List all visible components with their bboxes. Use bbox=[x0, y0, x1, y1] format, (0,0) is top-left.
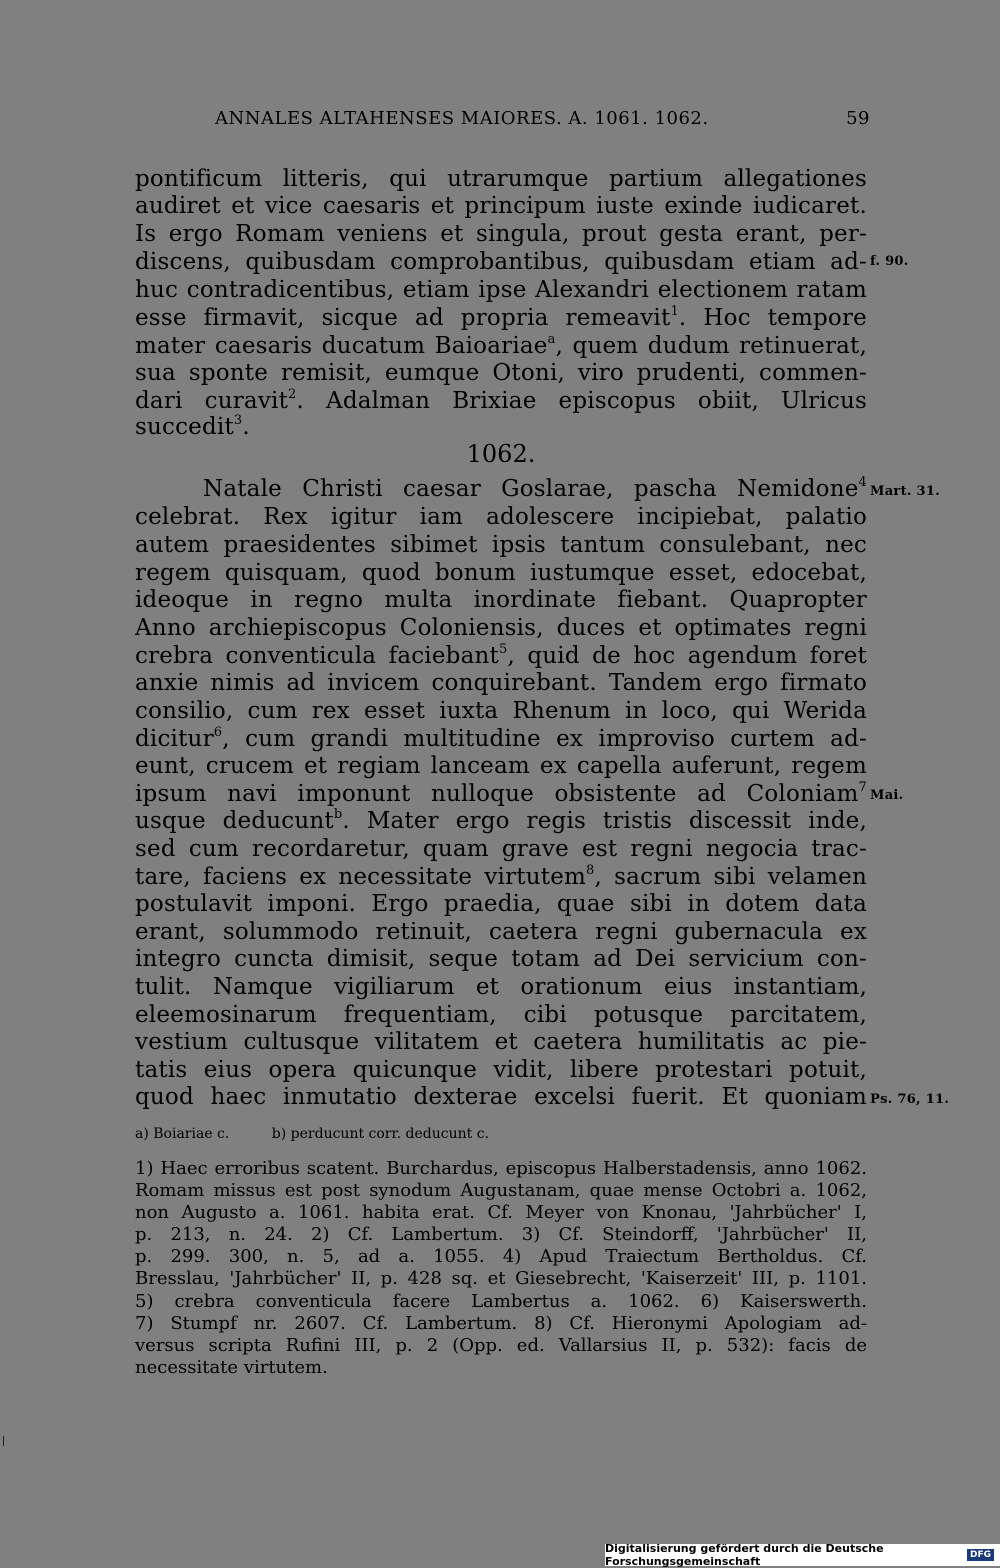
text-span: tare, faciens ex necessitate virtutem bbox=[135, 864, 587, 890]
footnote-ref: 2 bbox=[288, 387, 297, 402]
apparatus-note-b: b) perducunt corr. deducunt c. bbox=[271, 1126, 490, 1142]
margin-note: Mart. 31. bbox=[870, 484, 941, 499]
text-line bbox=[135, 643, 867, 670]
footnote-line: versus scripta Rufini III, p. 2 (Opp. ed. Vallarsius II, p. 532): facis de bbox=[135, 1335, 867, 1356]
text-line: autem praesidentes sibimet ipsis tantum consulebant, nec bbox=[135, 532, 867, 558]
text-span: , sacrum sibi velamen bbox=[594, 864, 868, 890]
text-line: sua sponte remisit, eumque Otoni, viro prudenti, commen- bbox=[135, 360, 867, 386]
text-line: vestium cultusque vilitatem et caetera humilitatis ac pie- bbox=[135, 1029, 867, 1055]
text-span: , quid de hoc agendum foret bbox=[507, 643, 868, 669]
margin-note: Mai. bbox=[870, 788, 904, 803]
footnote-ref: 8 bbox=[586, 863, 595, 878]
text-span: succedit bbox=[135, 414, 234, 440]
apparatus-ref: b bbox=[333, 807, 343, 822]
text-line: huc contradicentibus, etiam ipse Alexandri electionem ratam bbox=[135, 277, 867, 303]
text-span: . Hoc tempore bbox=[678, 305, 867, 331]
text-line bbox=[135, 808, 867, 835]
text-line: anxie nimis ad invicem conquirebant. Tandem ergo firmato bbox=[135, 670, 867, 696]
text-line bbox=[135, 781, 867, 808]
text-line bbox=[135, 388, 867, 415]
text-line bbox=[135, 864, 867, 891]
text-line: celebrat. Rex igitur iam adolescere incipiebat, palatio bbox=[135, 504, 867, 530]
margin-note: Ps. 76, 11. bbox=[870, 1092, 950, 1107]
funding-credit-text: Digitalisierung gefördert durch die Deutsche Forschungsgemeinschaft bbox=[605, 1542, 884, 1568]
text-line: erant, solummodo retinuit, caetera regni gubernacula ex bbox=[135, 919, 867, 945]
footnote-line: 7) Stumpf nr. 2607. Cf. Lambertum. 8) Cf. Hieronymi Apologiam ad- bbox=[135, 1313, 867, 1334]
text-span: , cum grandi multitudine ex improviso curtem ad- bbox=[222, 726, 867, 752]
text-span: ipsum navi imponunt nulloque obsistente ad Coloniam bbox=[135, 781, 859, 807]
apparatus-note-a: a) Boiariae c. bbox=[135, 1126, 230, 1142]
text-line: tulit. Namque vigiliarum et orationum eius instantiam, bbox=[135, 974, 867, 1000]
text-line bbox=[135, 333, 867, 360]
apparatus-ref: a bbox=[547, 332, 556, 347]
year-heading: 1062. bbox=[466, 440, 536, 468]
footnote-ref: 5 bbox=[498, 642, 508, 657]
text-line: regem quisquam, quod bonum iustumque esset, edocebat, bbox=[135, 560, 867, 586]
text-span: . Mater ergo regis tristis discessit inde, bbox=[342, 808, 867, 834]
text-line: Anno archiepiscopus Coloniensis, duces et optimates regni bbox=[135, 615, 867, 641]
text-line: eunt, crucem et regiam lanceam ex capella auferunt, regem bbox=[135, 753, 867, 779]
text-line bbox=[135, 414, 867, 441]
critical-apparatus bbox=[135, 1126, 867, 1142]
scan-artifact bbox=[3, 1436, 4, 1446]
footnote-ref: 4 bbox=[858, 475, 867, 490]
footnote-ref: 1 bbox=[670, 304, 679, 319]
footnote-line: 5) crebra conventicula facere Lambertus a. 1062. 6) Kaiserswerth. bbox=[135, 1291, 867, 1312]
text-span: . bbox=[242, 414, 250, 440]
text-line: pontificum litteris, qui utrarumque partium allegationes bbox=[135, 166, 867, 192]
text-line: audiret et vice caesaris et principum iuste exinde iudicaret. bbox=[135, 193, 867, 219]
text-line bbox=[135, 726, 867, 753]
footnote-line: non Augusto a. 1061. habita erat. Cf. Meyer von Knonau, 'Jahrbücher' I, bbox=[135, 1202, 867, 1223]
text-line: ideoque in regno multa inordinate fiebant. Quapropter bbox=[135, 587, 867, 613]
footnote-line: Bresslau, 'Jahrbücher' II, p. 428 sq. et Giesebrecht, 'Kaiserzeit' III, p. 1101. bbox=[135, 1268, 867, 1289]
text-line bbox=[135, 476, 867, 503]
footnote-line: p. 213, n. 24. 2) Cf. Lambertum. 3) Cf. Steindorff, 'Jahrbücher' II, bbox=[135, 1224, 867, 1245]
text-line: postulavit imponi. Ergo praedia, quae sibi in dotem data bbox=[135, 891, 867, 917]
text-line: consilio, cum rex esset iuxta Rhenum in loco, qui Werida bbox=[135, 698, 867, 724]
footnote-ref: 3 bbox=[233, 413, 243, 428]
text-line: tatis eius opera quicunque vidit, libere protestari potuit, bbox=[135, 1057, 867, 1083]
text-span: mater caesaris ducatum Baioariae bbox=[135, 333, 548, 359]
text-line bbox=[135, 305, 867, 332]
text-line: discens, quibusdam comprobantibus, quibusdam etiam ad- bbox=[135, 249, 867, 275]
text-line: quod haec inmutatio dexterae excelsi fuerit. Et quoniam bbox=[135, 1084, 867, 1110]
footnote-line: 1) Haec erroribus scatent. Burchardus, episcopus Halberstadensis, anno 1062. bbox=[135, 1158, 867, 1179]
text-span: . Adalman Brixiae episcopus obiit, Ulricus bbox=[296, 388, 867, 414]
margin-note: f. 90. bbox=[870, 254, 909, 269]
text-line: Is ergo Romam veniens et singula, prout gesta erant, per- bbox=[135, 221, 867, 247]
footnote-line: p. 299. 300, n. 5, ad a. 1055. 4) Apud Traiectum Bertholdus. Cf. bbox=[135, 1246, 867, 1267]
text-span: esse firmavit, sicque ad propria remeavit bbox=[135, 305, 671, 331]
footnote-ref: 7 bbox=[858, 780, 867, 795]
text-span: Natale Christi caesar Goslarae, pascha Nemidone bbox=[203, 476, 859, 502]
text-line: sed cum recordaretur, quam grave est regni negocia trac- bbox=[135, 836, 867, 862]
text-span: , quem dudum retinuerat, bbox=[555, 333, 867, 359]
dfg-logo-icon: DFG bbox=[967, 1549, 994, 1561]
footnote-ref: 6 bbox=[213, 725, 223, 740]
text-span: crebra conventicula faciebant bbox=[135, 643, 499, 669]
text-span: usque deducunt bbox=[135, 808, 334, 834]
text-span: dari curavit bbox=[135, 388, 289, 414]
footnote-line: Romam missus est post synodum Augustanam, quae mense Octobri a. 1062, bbox=[135, 1180, 867, 1201]
text-span: dicitur bbox=[135, 726, 214, 752]
text-line: eleemosinarum frequentiam, cibi potusque parcitatem, bbox=[135, 1002, 867, 1028]
footnote-line: necessitate virtutem. bbox=[135, 1357, 328, 1378]
funding-credit-bar bbox=[605, 1544, 1000, 1566]
running-header bbox=[215, 108, 870, 140]
text-line: integro cuncta dimisit, seque totam ad Dei servicium con- bbox=[135, 946, 867, 972]
page-number: 59 bbox=[846, 108, 870, 129]
running-title: ANNALES ALTAHENSES MAIORES. A. 1061. 1062. bbox=[215, 108, 709, 129]
